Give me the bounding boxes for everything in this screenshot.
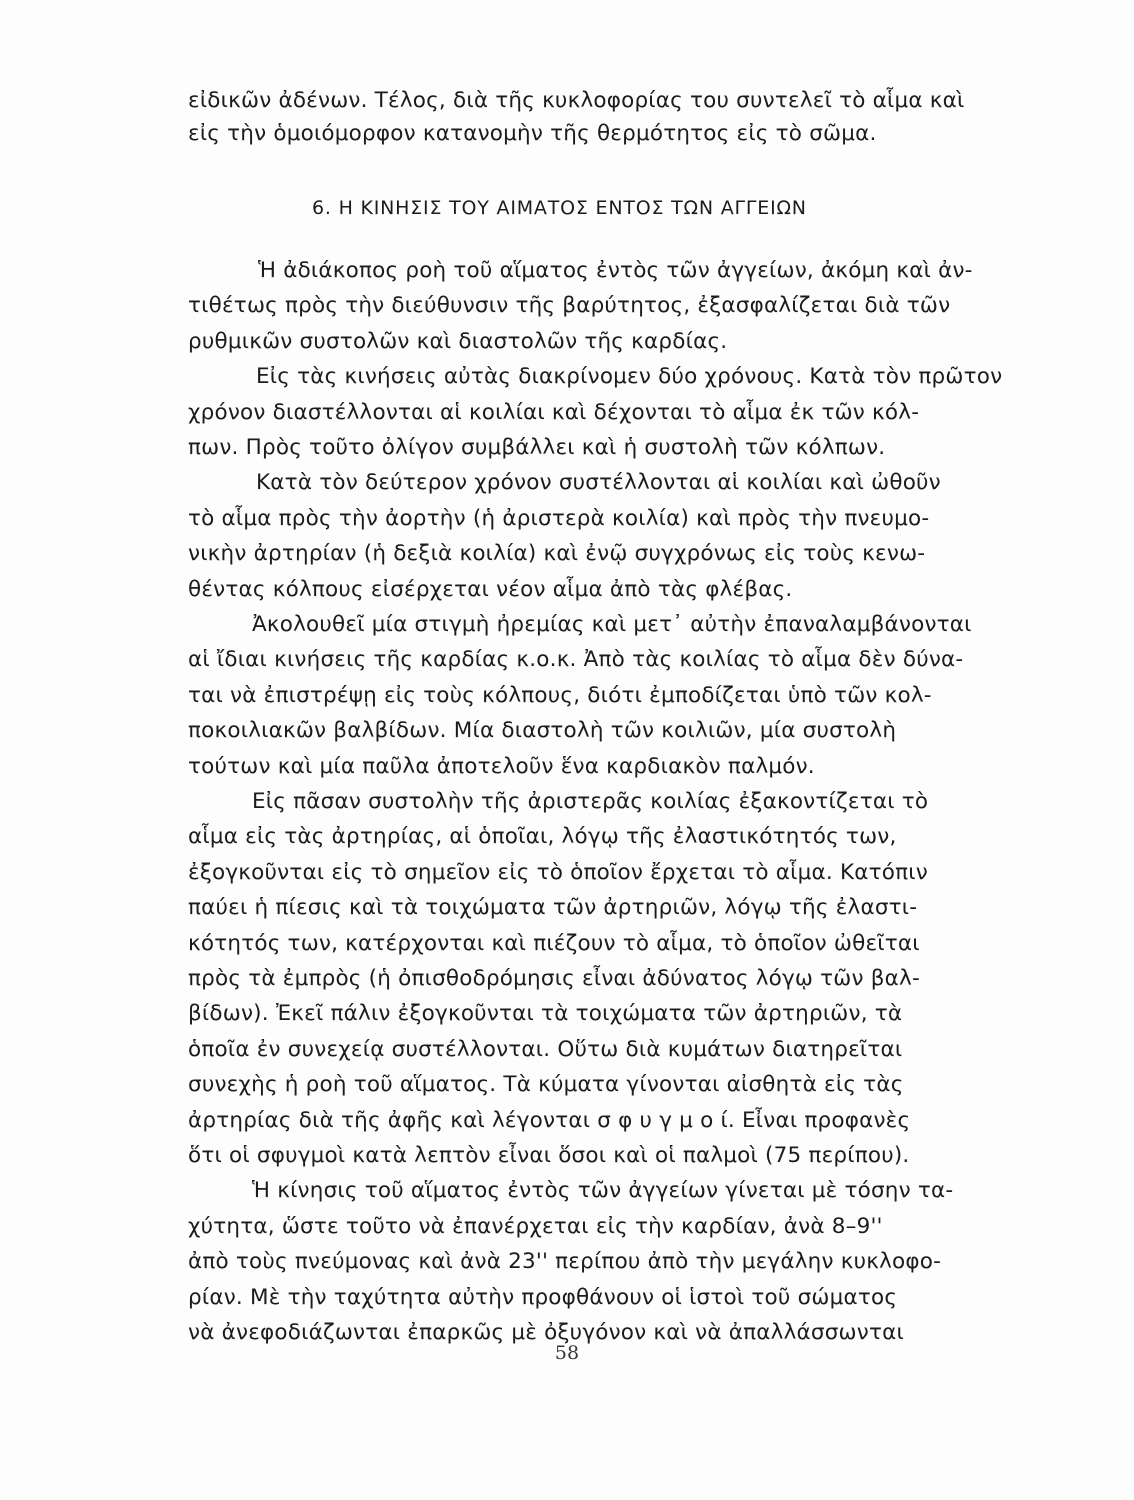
text-line: πων. Πρὸς τοῦτο ὀλίγον συμβάλλει καὶ ἡ συστολὴ τῶν κόλπων.: [188, 435, 886, 460]
text-line: ὁποῖα ἐν συνεχείᾳ συστέλλονται. Οὕτω διὰ κυμάτων διατηρεῖται: [188, 1037, 903, 1062]
text-line: εἰδικῶν ἀδένων. Τέλος, διὰ τῆς κυκλοφορίας του συντελεῖ τὸ αἷμα καὶ: [188, 88, 965, 113]
text-line: χρόνον διαστέλλονται αἱ κοιλίαι καὶ δέχονται τὸ αἷμα ἐκ τῶν κόλ-: [188, 400, 920, 425]
text-line: Ἡ κίνησις τοῦ αἵματος ἐντὸς τῶν ἀγγείων γίνεται μὲ τόσην τα-: [252, 1178, 954, 1203]
text-line: ρυθμικῶν συστολῶν καὶ διαστολῶν τῆς καρδίας.: [188, 329, 728, 354]
text-line: τιθέτως πρὸς τὴν διεύθυνσιν τῆς βαρύτητος, ἐξασφαλίζεται διὰ τῶν: [188, 293, 951, 318]
text-line: νὰ ἀνεφοδιάζωνται ἐπαρκῶς μὲ ὀξυγόνον καὶ νὰ ἀπαλλάσσωνται: [188, 1320, 904, 1345]
text-line: Εἰς τὰς κινήσεις αὐτὰς διακρίνομεν δύο χρόνους. Κατὰ τὸν πρῶτον: [256, 364, 1003, 389]
text-line: Κατὰ τὸν δεύτερον χρόνον συστέλλονται αἱ κοιλίαι καὶ ὠθοῦν: [256, 470, 941, 495]
text-line: ἐξογκοῦνται εἰς τὸ σημεῖον εἰς τὸ ὁποῖον ἔρχεται τὸ αἷμα. Κατόπιν: [188, 860, 928, 885]
text-line: Εἰς πᾶσαν συστολὴν τῆς ἀριστερᾶς κοιλίας ἐξακοντίζεται τὸ: [252, 789, 929, 814]
text-line: ὅτι οἱ σφυγμοὶ κατὰ λεπτὸν εἶναι ὅσοι καὶ οἱ παλμοὶ (75 περίπου).: [188, 1143, 910, 1168]
text-line: χύτητα, ὥστε τοῦτο νὰ ἐπανέρχεται εἰς τὴν καρδίαν, ἀνὰ 8–9'': [188, 1214, 883, 1239]
text-line: ται νὰ ἐπιστρέψῃ εἰς τοὺς κόλπους, διότι ἐμποδίζεται ὑπὸ τῶν κολ-: [188, 683, 932, 708]
text-line: Ἡ ἀδιάκοπος ροὴ τοῦ αἵματος ἐντὸς τῶν ἀγγείων, ἀκόμη καὶ ἀν-: [258, 258, 973, 283]
text-line: εἰς τὴν ὁμοιόμορφον κατανομὴν τῆς θερμότητος εἰς τὸ σῶμα.: [188, 121, 877, 146]
text-line: συνεχὴς ἡ ροὴ τοῦ αἵματος. Τὰ κύματα γίνονται αἰσθητὰ εἰς τὰς: [188, 1072, 904, 1097]
page-number: 58: [554, 1342, 580, 1364]
text-line: ρίαν. Μὲ τὴν ταχύτητα αὐτὴν προφθάνουν οἱ ἱστοὶ τοῦ σώματος: [188, 1285, 898, 1310]
text-line: αἷμα εἰς τὰς ἀρτηρίας, αἱ ὁποῖαι, λόγῳ τῆς ἐλαστικότητός των,: [188, 824, 897, 849]
section-heading: 6. Η ΚΙΝΗΣΙΣ ΤΟΥ ΑΙΜΑΤΟΣ ΕΝΤΟΣ ΤΩΝ ΑΓΓΕΙΩΝ: [312, 197, 807, 219]
text-line: βίδων). Ἐκεῖ πάλιν ἐξογκοῦνται τὰ τοιχώματα τῶν ἀρτηριῶν, τὰ: [188, 1001, 903, 1026]
text-line: πρὸς τὰ ἐμπρὸς (ἡ ὀπισθοδρόμησις εἶναι ἀδύνατος λόγῳ τῶν βαλ-: [188, 966, 920, 991]
text-line: ἀρτηρίας διὰ τῆς ἀφῆς καὶ λέγονται σ φ υ γ μ ο ί. Εἶναι προφανὲς: [188, 1108, 911, 1133]
text-line: ἀπὸ τοὺς πνεύμονας καὶ ἀνὰ 23'' περίπου ἀπὸ τὴν μεγάλην κυκλοφο-: [188, 1249, 942, 1274]
text-line: ποκοιλιακῶν βαλβίδων. Μία διαστολὴ τῶν κοιλιῶν, μία συστολὴ: [188, 718, 897, 743]
text-line: τὸ αἷμα πρὸς τὴν ἀορτὴν (ἡ ἀριστερὰ κοιλία) καὶ πρὸς τὴν πνευμο-: [188, 506, 930, 531]
text-line: τούτων καὶ μία παῦλα ἀποτελοῦν ἕνα καρδιακὸν παλμόν.: [188, 754, 815, 779]
text-line: κότητός των, κατέρχονται καὶ πιέζουν τὸ αἷμα, τὸ ὁποῖον ὠθεῖται: [188, 931, 920, 956]
text-line: νικὴν ἀρτηρίαν (ἡ δεξιὰ κοιλία) καὶ ἐνῷ συγχρόνως εἰς τοὺς κενω-: [188, 541, 926, 566]
text-line: θέντας κόλπους εἰσέρχεται νέον αἷμα ἀπὸ τὰς φλέβας.: [188, 577, 793, 602]
text-line: παύει ἡ πίεσις καὶ τὰ τοιχώματα τῶν ἀρτηριῶν, λόγῳ τῆς ἐλαστι-: [188, 895, 918, 920]
text-line: αἱ ἴδιαι κινήσεις τῆς καρδίας κ.ο.κ. Ἀπὸ τὰς κοιλίας τὸ αἷμα δὲν δύνα-: [188, 647, 964, 672]
text-line: Ἀκολουθεῖ μία στιγμὴ ἠρεμίας καὶ μετ᾽ αὐτὴν ἐπαναλαμβάνονται: [252, 612, 972, 637]
